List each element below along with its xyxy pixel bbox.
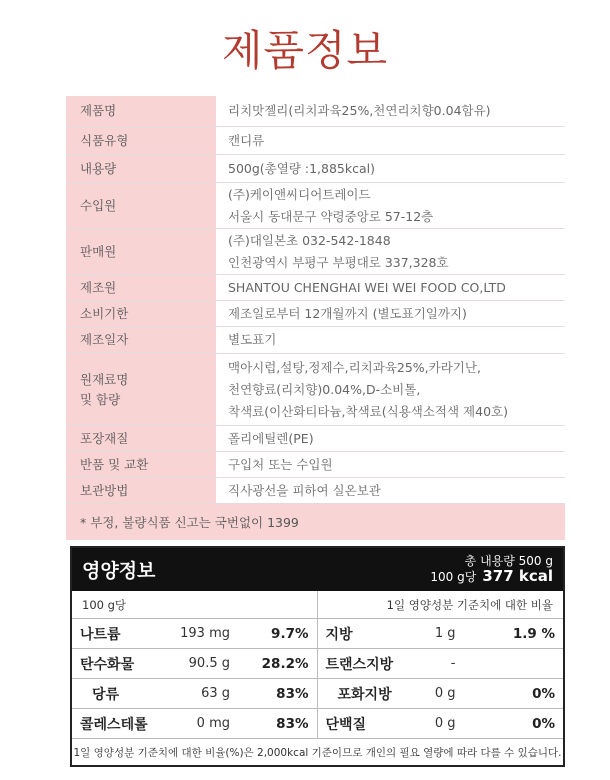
- info-value-line: 별도표기: [228, 332, 277, 347]
- nutrient-name: 당류: [92, 686, 120, 703]
- nutrient-name: 트랜스지방: [325, 656, 394, 673]
- basis-left: 100 g당: [72, 591, 318, 618]
- info-row-manufacture-date: [66, 327, 565, 354]
- info-value: [216, 183, 565, 228]
- info-value: [216, 426, 565, 451]
- kcal-value: 377 kcal: [482, 567, 553, 585]
- nutrient-percent: 0%: [532, 715, 555, 732]
- info-label: 제품명: [66, 96, 216, 126]
- nutrient-cell: [318, 619, 564, 648]
- report-note: * 부정, 불량식품 신고는 국번없이 1399: [66, 504, 565, 540]
- per-serving-label: 100 g당: [430, 570, 477, 584]
- info-label: 내용량: [66, 155, 216, 182]
- info-value-line: 인천광역시 부평구 부평대로 337,328호: [228, 254, 449, 270]
- nutrient-cell: [72, 649, 318, 678]
- nutrient-percent: 83%: [276, 715, 309, 732]
- info-value-line: SHANTOU CHENGHAI WEI WEI FOOD CO,LTD: [228, 279, 506, 295]
- info-row-content: [66, 155, 565, 183]
- info-label: 제조일자: [66, 327, 216, 353]
- nutrient-amount: 0 g: [434, 686, 456, 701]
- info-value: [216, 327, 565, 353]
- nutrient-row: [72, 709, 563, 739]
- nutrient-cell: [318, 709, 564, 738]
- info-value-line: 서울시 동대문구 약령중앙로 57-12층: [228, 208, 434, 224]
- info-row-seller: [66, 229, 565, 275]
- nutrition-basis-row: [72, 591, 563, 619]
- info-row-expiry: [66, 301, 565, 327]
- info-value-line: 500g(총열량 :1,885kcal): [228, 160, 375, 176]
- nutrient-amount: 193 mg: [180, 626, 230, 641]
- info-value: [216, 275, 565, 300]
- info-label: 소비기한: [66, 301, 216, 326]
- info-value: [216, 96, 565, 126]
- nutrient-amount: 90.5 g: [188, 656, 230, 671]
- info-value-line: 구입처 또는 수입원: [228, 456, 333, 472]
- nutrient-cell: [72, 709, 318, 738]
- info-value-line: (주)대일본초 032-542-1848: [228, 232, 391, 248]
- nutrient-amount: 0 mg: [196, 716, 230, 731]
- info-label: 반품 및 교환: [66, 452, 216, 477]
- nutrient-row: [72, 679, 563, 709]
- nutrient-cell: [318, 649, 564, 678]
- info-value-line: 천연향료(리치향)0.04%,D-소비톨,: [228, 381, 421, 397]
- info-value: [216, 478, 565, 503]
- nutrient-name: 지방: [325, 626, 353, 643]
- info-label: 판매원: [66, 229, 216, 274]
- nutrient-name: 포화지방: [337, 686, 392, 703]
- info-value-line: 직사광선을 피하여 실온보관: [228, 482, 381, 498]
- nutrient-name: 탄수화물: [80, 656, 135, 673]
- nutrient-percent: 0%: [532, 685, 555, 702]
- info-value: [216, 452, 565, 477]
- info-row-manufacturer: [66, 275, 565, 301]
- basis-right: 1일 영양성분 기준치에 대한 비율: [386, 597, 553, 612]
- info-value-line: 착색료(이산화티타늄,착색료(식용색소적색 제40호): [228, 403, 508, 419]
- nutrient-cell: [318, 679, 564, 708]
- nutrient-amount: 0 g: [434, 716, 456, 731]
- nutrient-percent: 1.9 %: [512, 625, 555, 642]
- product-info-table: [66, 96, 565, 540]
- info-value: [216, 354, 565, 425]
- nutrient-row: [72, 649, 563, 679]
- info-value-line: 리치맛젤리(리치과육25%,천연리치향0.04함유): [228, 103, 491, 118]
- nutrient-amount: -: [450, 656, 456, 671]
- nutrition-header: [72, 548, 563, 591]
- nutrition-totals: [430, 554, 553, 585]
- info-value-line: 제조일로부터 12개월까지 (별도표기일까지): [228, 305, 467, 321]
- per-serving-line: [430, 569, 553, 585]
- nutrient-percent: 83%: [276, 685, 309, 702]
- info-row-packaging: [66, 426, 565, 452]
- nutrient-amount: 1 g: [434, 626, 456, 641]
- info-row-importer: [66, 183, 565, 229]
- nutrition-footnote: 1일 영양성분 기준치에 대한 비율(%)은 2,000kcal 기준이므로 개인의 필요 열량에 따라 다를 수 있습니다.: [73, 746, 562, 759]
- info-label: 수입원: [66, 183, 216, 228]
- info-value-line: 캔디류: [228, 132, 265, 148]
- nutrition-title: 영양정보: [82, 560, 156, 582]
- page-title: 제품정보: [221, 26, 389, 75]
- info-label-line: 및 함량: [80, 391, 121, 407]
- nutrition-facts-panel: [70, 546, 565, 767]
- info-label: [66, 354, 216, 425]
- info-row-food-type: [66, 127, 565, 155]
- nutrient-row: [72, 619, 563, 649]
- nutrient-cell: [72, 679, 318, 708]
- nutrient-name: 단백질: [325, 716, 367, 733]
- nutrient-name: 콜레스테롤: [80, 716, 148, 733]
- nutrient-name: 나트륨: [80, 626, 121, 643]
- info-row-ingredients: [66, 354, 565, 426]
- info-label: 제조원: [66, 275, 216, 300]
- info-label: 포장재질: [66, 426, 216, 451]
- info-label: 식품유형: [66, 127, 216, 154]
- info-value-line: 맥아시럽,설탕,정제수,리치과육25%,카라기난,: [228, 359, 481, 375]
- info-value-line: 폴리에틸렌(PE): [228, 430, 314, 446]
- nutrient-percent: 9.7%: [271, 625, 309, 642]
- info-label-line: 원재료명: [80, 371, 129, 387]
- info-row-storage: [66, 478, 565, 504]
- info-value: [216, 127, 565, 154]
- info-row-product-name: [66, 96, 565, 127]
- nutrient-amount: 63 g: [201, 686, 230, 701]
- nutrient-cell: [72, 619, 318, 648]
- total-content: 총 내용량 500 g: [464, 554, 553, 568]
- info-value: [216, 301, 565, 326]
- info-row-return: [66, 452, 565, 478]
- info-value-line: (주)케이앤씨디어트레이드: [228, 186, 371, 202]
- info-value: [216, 229, 565, 274]
- info-value: [216, 155, 565, 182]
- nutrient-percent: 28.2%: [261, 655, 309, 672]
- info-label: 보관방법: [66, 478, 216, 503]
